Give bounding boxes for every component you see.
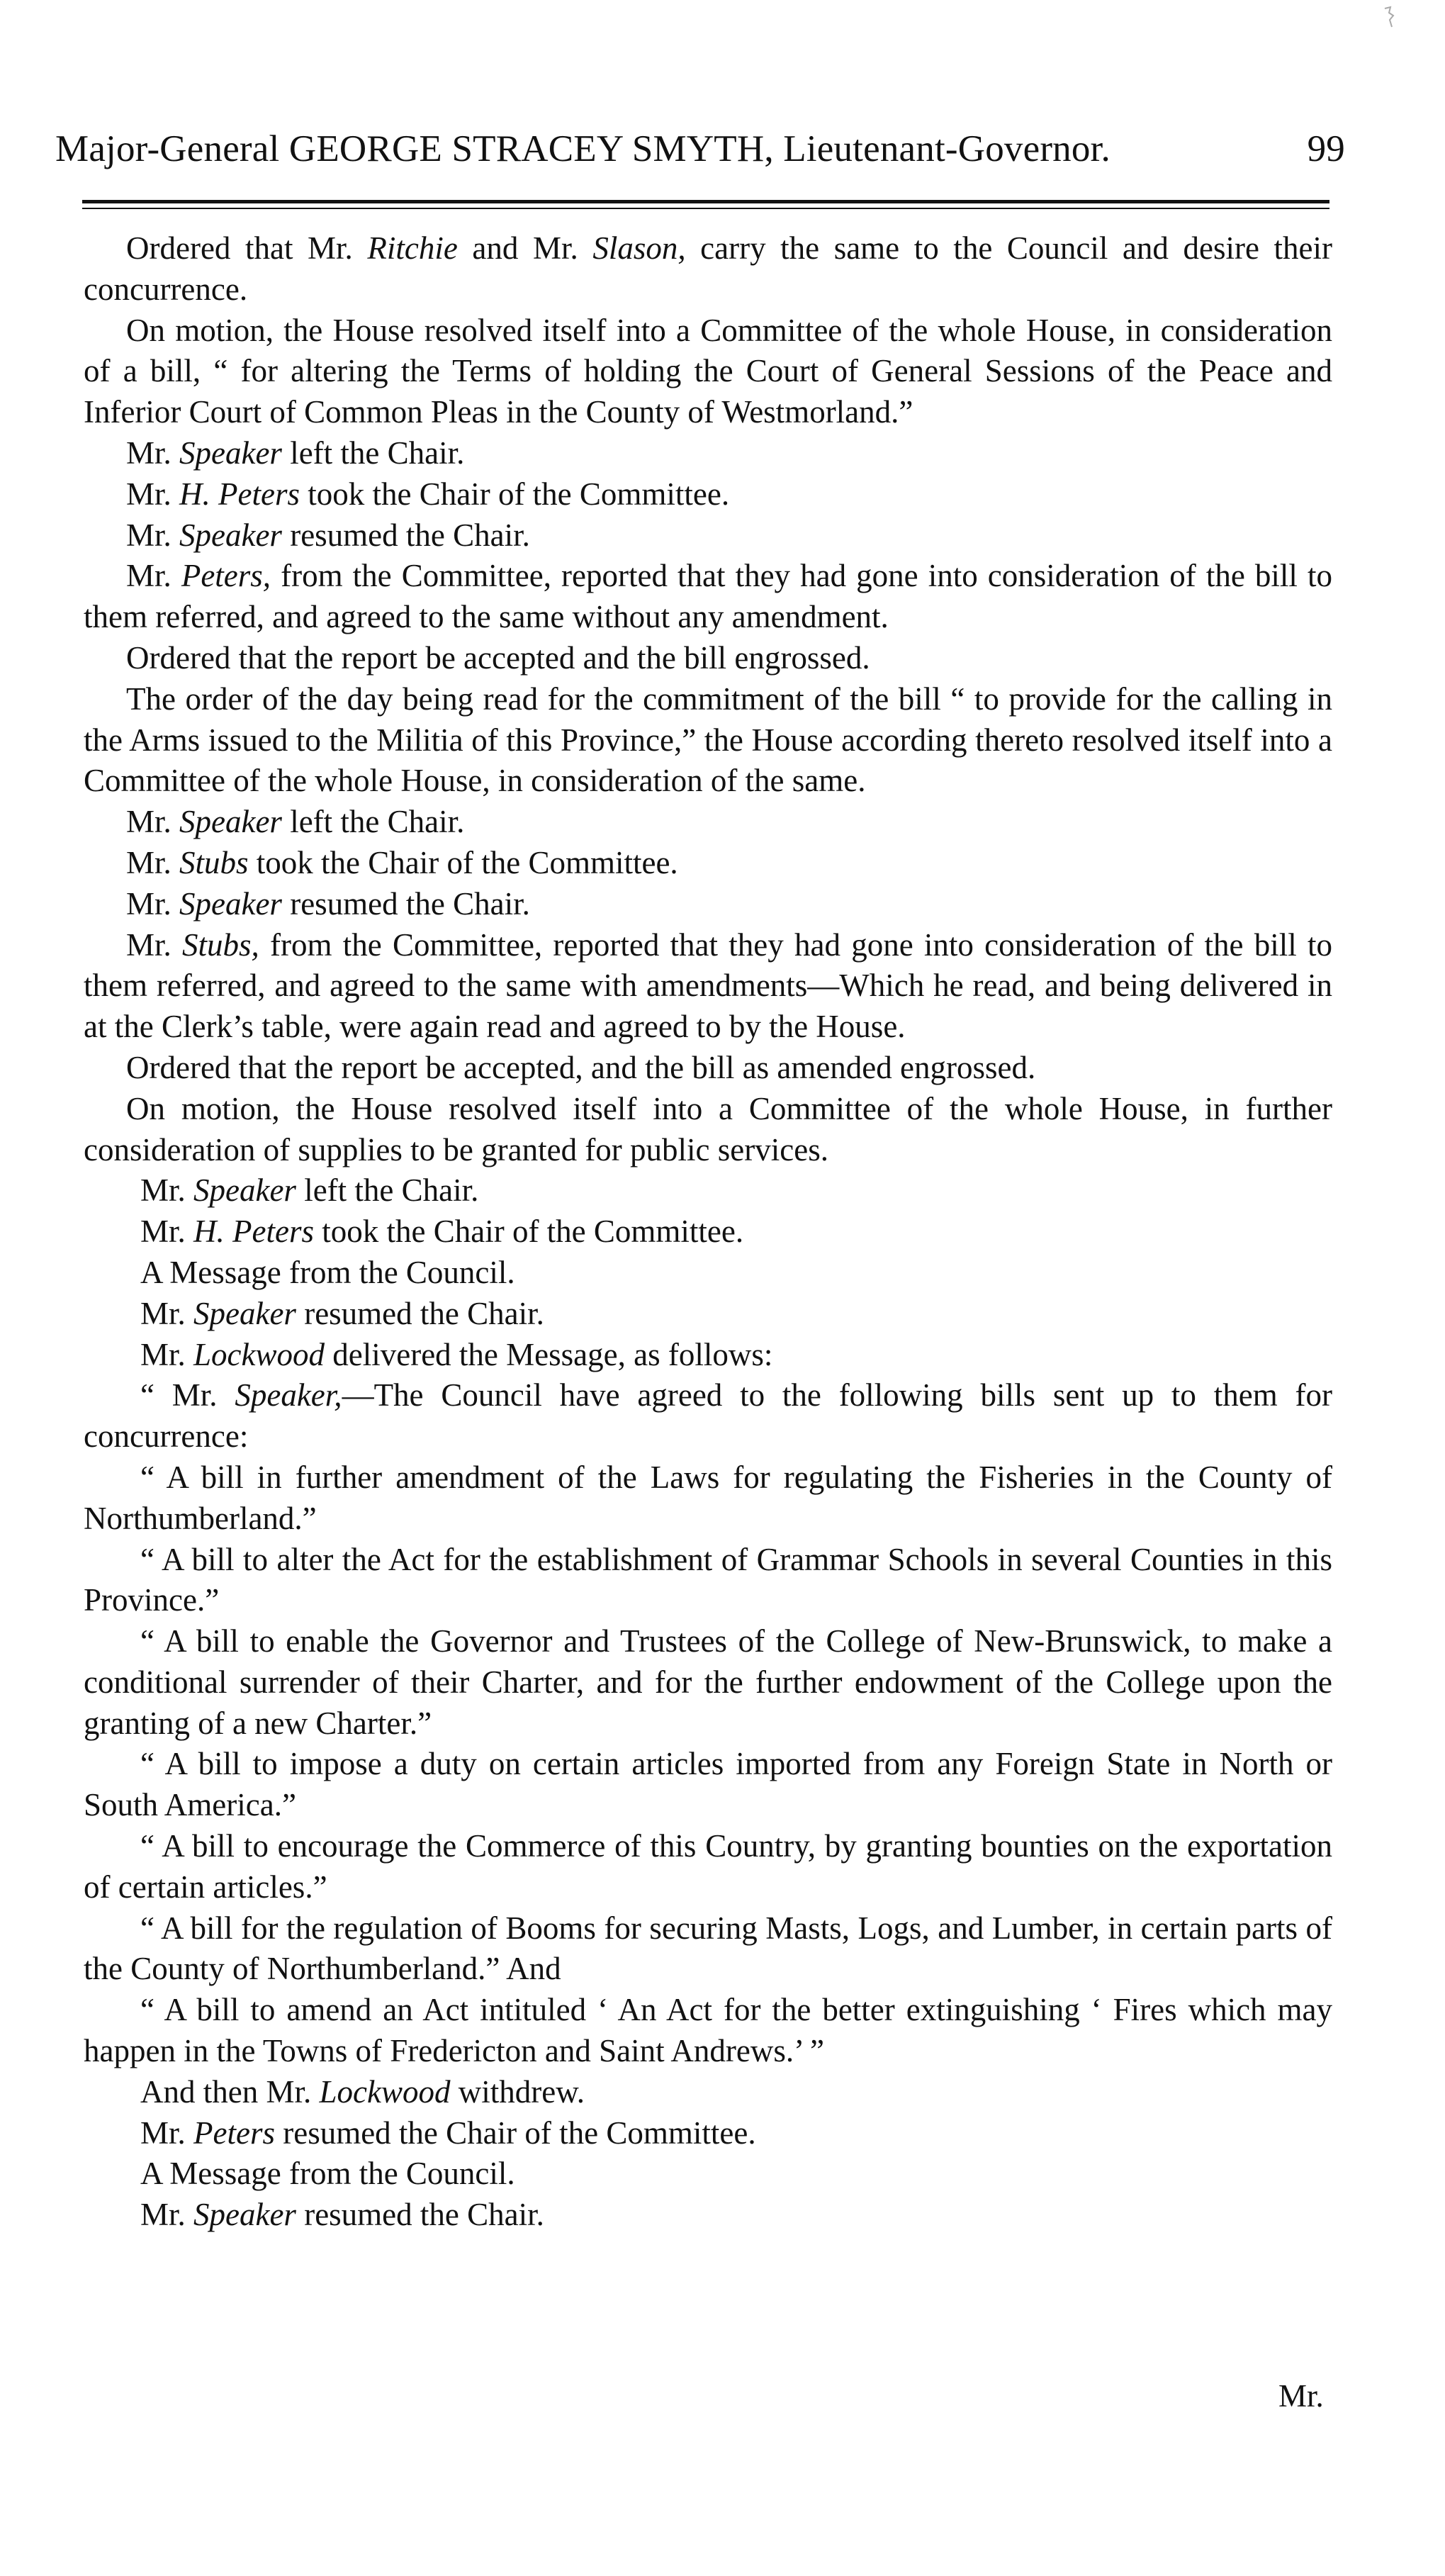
paragraph: Mr. Speaker left the Chair. xyxy=(126,435,465,471)
paragraph: Ordered that the report be accepted and the bill engrossed. xyxy=(126,639,870,676)
paragraph: Mr. Speaker left the Chair. xyxy=(126,804,465,840)
paragraph: “ A bill to amend an Act intituled ‘ An Act for the better extinguishing ‘ Fires which may happen in the Towns of Fredericton and Saint Andrews.’ ” xyxy=(84,1992,1332,2069)
ink-speck-mark xyxy=(1383,6,1396,30)
paragraph: Mr. Peters resumed the Chair of the Committee. xyxy=(140,2115,756,2151)
paragraph: Mr. Speaker resumed the Chair. xyxy=(126,885,530,922)
paragraph: The order of the day being read for the commitment of the bill “ to provide for the calling in the Arms issued to the Militia of this Province,” the House according thereto resolved itself into a Committee of the whole House, in consideration of the same. xyxy=(84,681,1332,799)
paragraph: Mr. Stubs, from the Committee, reported that they had gone into consideration of the bill to them referred, and agreed to the same with amendments—Which he read, and being delivered in at the Clerk’s table, were again read and agreed to by the House. xyxy=(84,926,1332,1045)
paragraph: “ A bill to encourage the Commerce of this Country, by granting bounties on the exportation of certain articles.” xyxy=(84,1828,1332,1905)
page-number: 99 xyxy=(1307,128,1345,169)
paragraph: Ordered that Mr. Ritchie and Mr. Slason, carry the same to the Council and desire their concurrence. xyxy=(84,230,1332,307)
paragraph: On motion, the House resolved itself into a Committee of the whole House, in consideration of a bill, “ for altering the Terms of holding the Court of General Sessions of the Peace and Inferior Court of Common Pleas in the County of Westmorland.” xyxy=(84,312,1332,430)
header-rule-thick xyxy=(82,200,1329,203)
paragraph: And then Mr. Lockwood withdrew. xyxy=(140,2073,585,2110)
paragraph: “ A bill for the regulation of Booms for securing Masts, Logs, and Lumber, in certain parts of the County of Northumberland.” And xyxy=(84,1910,1332,1987)
paragraph: Mr. H. Peters took the Chair of the Committee. xyxy=(126,476,730,512)
paragraph: “ A bill to impose a duty on certain articles imported from any Foreign State in North or South America.” xyxy=(84,1746,1332,1823)
paragraph: “ A bill to alter the Act for the establishment of Grammar Schools in several Counties in this Province.” xyxy=(84,1541,1332,1618)
paragraph: “ A bill to enable the Governor and Trustees of the College of New-Brunswick, to make a conditional surrender of their Charter, and for the further endowment of the College upon the granting of a new Charter.” xyxy=(84,1623,1332,1741)
running-head xyxy=(55,128,1345,170)
running-title: Major-General GEORGE STRACEY SMYTH, Lieutenant-Governor. xyxy=(55,128,1111,169)
paragraph: A Message from the Council. xyxy=(140,2156,515,2192)
paragraph: Mr. Speaker resumed the Chair. xyxy=(140,1295,544,1331)
journal-text xyxy=(84,228,1332,2236)
header-rule-thin xyxy=(82,208,1329,209)
catchword: Mr. xyxy=(1278,2378,1324,2414)
paragraph: Mr. Speaker resumed the Chair. xyxy=(140,2197,544,2233)
paragraph: A Message from the Council. xyxy=(140,1254,515,1290)
paragraph: “ Mr. Speaker,—The Council have agreed to the following bills sent up to them for concurrence: xyxy=(84,1377,1332,1455)
paragraph: Mr. H. Peters took the Chair of the Committee. xyxy=(140,1214,744,1250)
paragraph: Mr. Speaker left the Chair. xyxy=(140,1172,479,1209)
paragraph: Mr. Lockwood delivered the Message, as follows: xyxy=(140,1336,773,1372)
paragraph: “ A bill in further amendment of the Laws for regulating the Fisheries in the County of Northumberland.” xyxy=(84,1459,1332,1536)
paragraph: On motion, the House resolved itself into a Committee of the whole House, in further consideration of supplies to be granted for public services. xyxy=(84,1090,1332,1167)
paragraph: Mr. Speaker resumed the Chair. xyxy=(126,517,530,553)
paragraph: Mr. Peters, from the Committee, reported that they had gone into consideration of the bill to them referred, and agreed to the same without any amendment. xyxy=(84,558,1332,635)
paragraph: Ordered that the report be accepted, and the bill as amended engrossed. xyxy=(126,1049,1036,1085)
paragraph: Mr. Stubs took the Chair of the Committee. xyxy=(126,844,678,880)
